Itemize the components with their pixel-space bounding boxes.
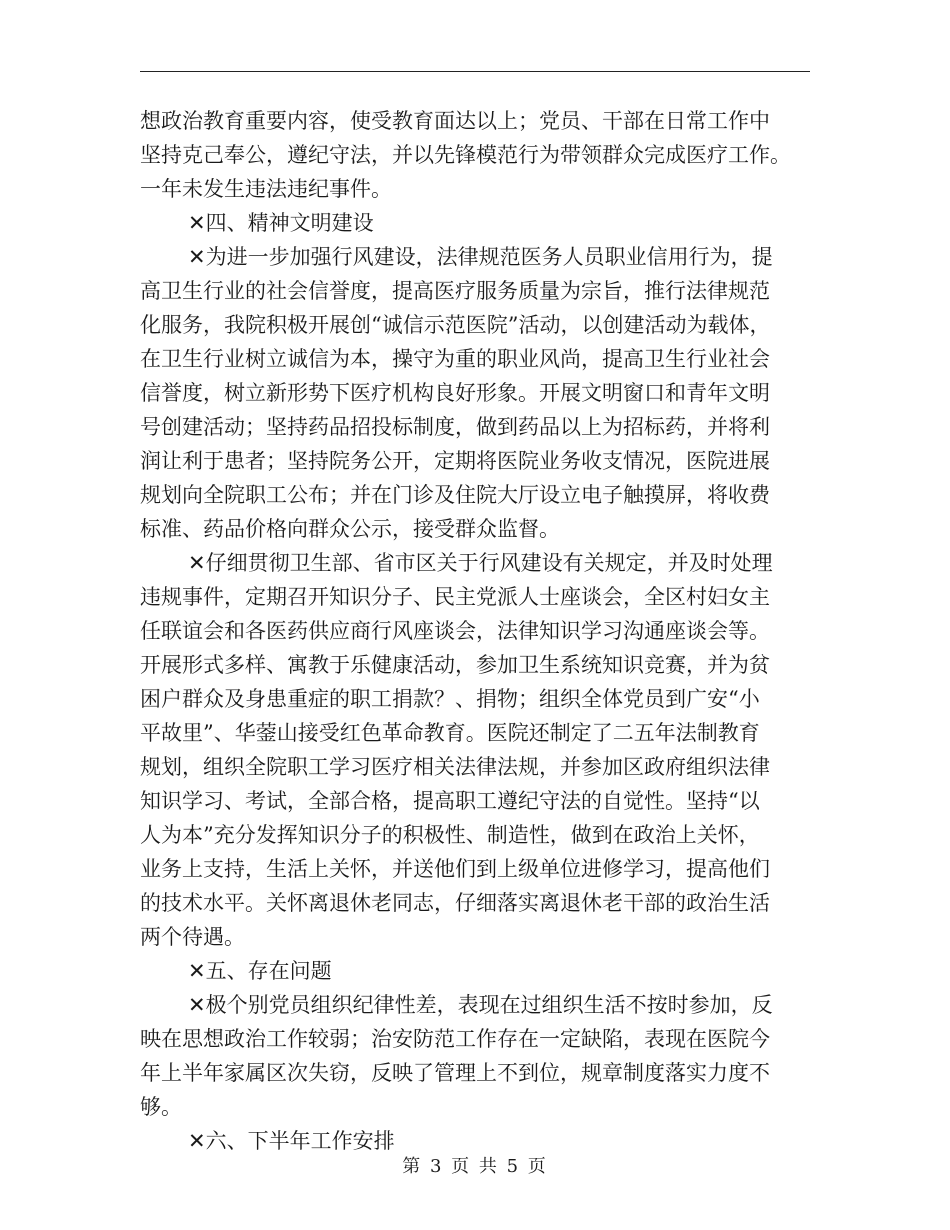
header-rule <box>140 71 810 72</box>
paragraph-line: 人为本”充分发挥知识分子的积极性、制造性，做到在政治上关怀， <box>140 823 760 847</box>
paragraph-line: 坚持克己奉公，遵纪守法，并以先锋模范行为带领群众完成医疗工作。 <box>140 143 791 167</box>
paragraph-line: 润让利于患者；坚持院务公开，定期将医院业务收支情况，医院进展 <box>140 449 770 473</box>
paragraph-line: 规划，组织全院职工学习医疗相关法律法规，并参加区政府组织法律 <box>140 755 770 779</box>
paragraph-line: 开展形式多样、寓教于乐健康活动，参加卫生系统知识竞赛，并为贫 <box>140 653 770 677</box>
paragraph-line: 映在思想政治工作较弱；治安防范工作存在一定缺陷，表现在医院今 <box>140 1027 770 1051</box>
paragraph-line: 规划向全院职工公布；并在门诊及住院大厅设立电子触摸屏，将收费 <box>140 483 770 507</box>
section-heading: ✕五、存在问题 <box>188 959 332 983</box>
paragraph-line: 够。 <box>140 1095 182 1119</box>
paragraph-line: 知识学习、考试，全部合格，提高职工遵纪守法的自觉性。坚持“以 <box>140 789 760 813</box>
body-text <box>140 104 810 1158</box>
paragraph-line: ✕仔细贯彻卫生部、省市区关于行风建设有关规定，并及时处理 <box>188 551 773 575</box>
paragraph-line: 想政治教育重要内容，使受教育面达以上；党员、干部在日常工作中 <box>140 109 770 133</box>
paragraph-line: 信誉度，树立新形势下医疗机构良好形象。开展文明窗口和青年文明 <box>140 381 770 405</box>
paragraph-line: 任联谊会和各医药供应商行风座谈会，法律知识学习沟通座谈会等。 <box>140 619 770 643</box>
paragraph-line: 的技术水平。关怀离退休老同志，仔细落实离退休老干部的政治生活 <box>140 891 770 915</box>
paragraph-line: ✕极个别党员组织纪律性差，表现在过组织生活不按时参加，反 <box>188 993 773 1017</box>
paragraph-line: 高卫生行业的社会信誉度，提高医疗服务质量为宗旨，推行法律规范 <box>140 279 770 303</box>
paragraph-line: ✕为进一步加强行风建设，法律规范医务人员职业信用行为，提 <box>188 245 773 269</box>
paragraph-line: 一年未发生违法违纪事件。 <box>140 177 392 201</box>
paragraph-line: 年上半年家属区次失窃，反映了管理上不到位，规章制度落实力度不 <box>140 1061 770 1085</box>
section-heading: ✕四、精神文明建设 <box>188 211 374 235</box>
page-footer: 第 3 页 共 5 页 <box>402 1156 548 1177</box>
paragraph-line: 平故里”、华蓥山接受红色革命教育。医院还制定了二五年法制教育 <box>140 721 760 745</box>
paragraph-line: 两个待遇。 <box>140 925 245 949</box>
paragraph-line: 业务上支持，生活上关怀，并送他们到上级单位进修学习，提高他们 <box>140 857 770 881</box>
paragraph-line: 号创建活动；坚持药品招投标制度，做到药品以上为招标药，并将利 <box>140 415 770 439</box>
section-heading: ✕六、下半年工作安排 <box>188 1129 395 1153</box>
paragraph-line: 标准、药品价格向群众公示，接受群众监督。 <box>140 517 560 541</box>
paragraph-line: 违规事件，定期召开知识分子、民主党派人士座谈会，全区村妇女主 <box>140 585 770 609</box>
paragraph-line: 在卫生行业树立诚信为本，操守为重的职业风尚，提高卫生行业社会 <box>140 347 770 371</box>
paragraph-line: 化服务，我院积极开展创“诚信示范医院”活动，以创建活动为载体， <box>140 313 771 337</box>
paragraph-line: 困户群众及身患重症的职工捐款？、捐物；组织全体党员到广安“小 <box>140 687 760 711</box>
